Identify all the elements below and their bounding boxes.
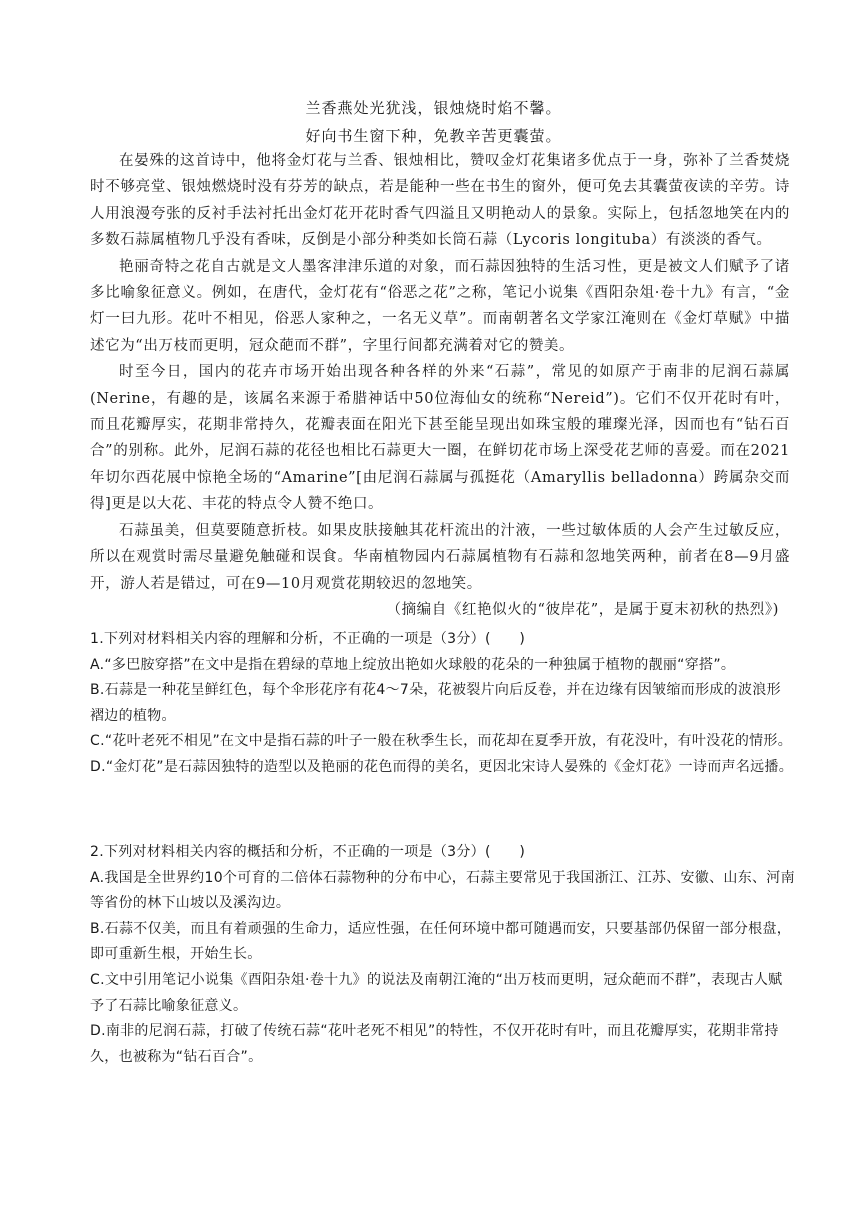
passage-paragraph: 时至今日，国内的花卉市场开始出现各种各样的外来“石蒜”，常见的如原产于南非的尼润石蒜属(Nerine，有趣的是，该属名来源于希腊神话中50位海仙女的统称“Nereid”)。它们不仅开花时有叶，而且花瓣厚实，花期非常持久，花瓣表面在阳光下甚至能呈现出如珠宝般的璀璨光泽，因而也有“钻石百合”的别称。此外，尼润石蒜的花径也相比石蒜更大一圈，在鲜切花市场上深受花艺师的喜爱。而在2021年切尔西花展中惊艳全场的“Amarine”[由尼润石蒜属与孤挺花（Amaryllis belladonna）跨属杂交而得]更是以大花、丰花的特点令人赞不绝口。 (90, 364, 790, 513)
question-option-a[interactable]: A.“多巴胺穿搭”在文中是指在碧绿的草地上绽放出艳如火球般的花朵的一种独属于植物的靓丽“穿搭”。 (90, 656, 736, 673)
question-option-d[interactable]: D.“金灯花”是石蒜因独特的造型以及艳丽的花色而得的美名，更因北宋诗人晏殊的《金灯花》一诗而声名远播。 (90, 758, 794, 775)
passage-paragraph: 在晏殊的这首诗中，他将金灯花与兰香、银烛相比，赞叹金灯花集诸多优点于一身，弥补了兰香焚烧时不够亮堂、银烛燃烧时没有芬芳的缺点，若是能种一些在书生的窗外，便可免去其囊萤夜读的辛劳。诗人用浪漫夸张的反衬手法衬托出金灯花开花时香气四溢且又明艳动人的景象。实际上，包括忽地笑在内的多数石蒜属植物几乎没有香味，反倒是小部分种类如长筒石蒜（Lycoris longituba）有淡淡的香气。 (90, 153, 790, 249)
question-option-b[interactable]: B.石蒜不仅美，而且有着顽强的生命力，适应性强，在任何环境中都可随遇而安，只要基部仍保留一部分根盘，即可重新生根，开始生长。 (90, 920, 792, 963)
question-option-a[interactable]: A.我国是全世界约10个可育的二倍体石蒜物种的分布中心，石蒜主要常见于我国浙江、江苏、安徽、山东、河南等省份的林下山坡以及溪沟边。 (90, 869, 795, 912)
passage-source: （摘编自《红艳似火的“彼岸花”，是属于夏末初秋的热烈》) (386, 602, 779, 618)
passage-body (90, 148, 790, 597)
question-2 (90, 840, 795, 1070)
question-option-b[interactable]: B.石蒜是一种花呈鲜红色，每个伞形花序有花4～7朵，花被裂片向后反卷，并在边缘有因皱缩而形成的波浪形褶边的植物。 (90, 682, 781, 724)
question-option-c[interactable]: C.“花叶老死不相见”在文中是指石蒜的叶子一般在秋季生长，而花却在夏季开放，有花没叶，有叶没花的情形。 (90, 733, 793, 750)
question-stem: 1.下列对材料相关内容的理解和分析，不正确的一项是（3分）( ) (90, 631, 526, 647)
question-1 (90, 627, 795, 781)
poem-line-1: 兰香燕处光犹浅，银烛烧时焰不馨。 (305, 99, 562, 117)
question-option-c[interactable]: C.文中引用笔记小说集《酉阳杂俎·卷十九》的说法及南朝江淹的“出万枝而更明，冠众葩而不群”，表现古人赋予了石蒜比喻象征意义。 (90, 971, 783, 1014)
poem-line-2: 好向书生窗下种，免教辛苦更囊萤。 (305, 127, 562, 145)
passage-paragraph: 石蒜虽美，但莫要随意折枝。如果皮肤接触其花杆流出的汁液，一些过敏体质的人会产生过敏反应，所以在观赏时需尽量避免触碰和误食。华南植物园内石蒜属植物有石蒜和忽地笑两种，前者在8—9月盛开，游人若是错过，可在9—10月观赏花期较迟的忽地笑。 (90, 522, 790, 592)
question-option-d[interactable]: D.南非的尼润石蒜，打破了传统石蒜“花叶老死不相见”的特性，不仅开花时有叶，而且花瓣厚实，花期非常持久，也被称为“钻石百合”。 (90, 1023, 779, 1065)
passage-paragraph: 艳丽奇特之花自古就是文人墨客津津乐道的对象，而石蒜因独特的生活习性，更是被文人们赋予了诸多比喻象征意义。例如，在唐代，金灯花有“俗恶之花”之称，笔记小说集《酉阳杂俎·卷十九》有言，“金灯一曰九形。花叶不相见，俗恶人家种之，一名无义草”。而南朝著名文学家江淹则在《金灯草赋》中描述它为“出万枝而更明，冠众葩而不群”，字里行间都充满着对它的赞美。 (90, 258, 790, 354)
question-stem: 2.下列对材料相关内容的概括和分析，不正确的一项是（3分）( ) (90, 844, 526, 860)
